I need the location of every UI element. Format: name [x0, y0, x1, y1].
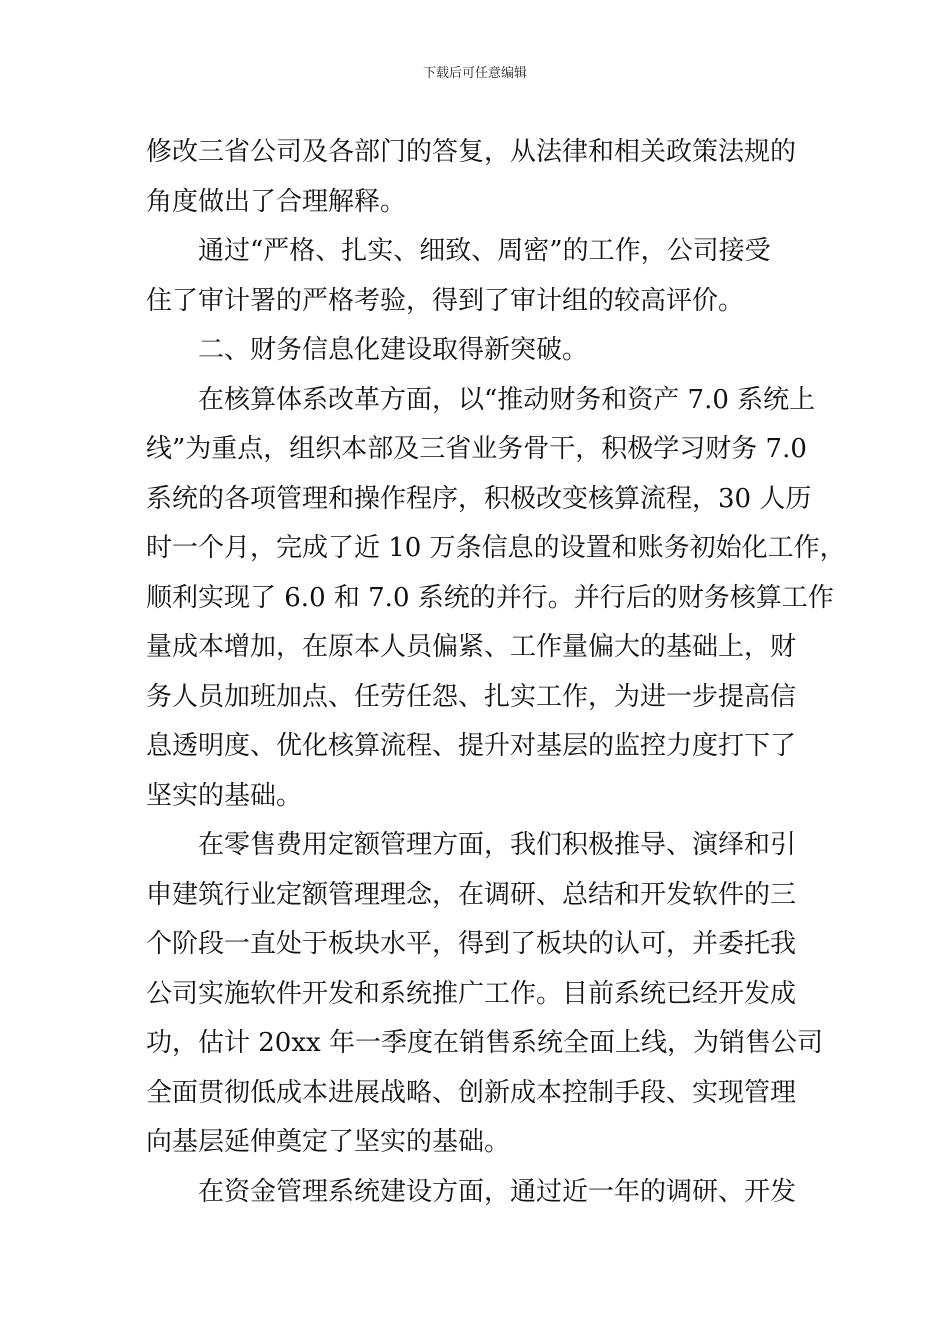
text-line: 在资金管理系统建设方面，通过近一年的调研、开发 — [198, 1176, 797, 1207]
text-line: 住了审计署的严格考验，得到了审计组的较高评价。 — [146, 285, 745, 316]
text-line: 公司实施软件开发和系统推广工作。目前系统已经开发成 — [146, 978, 797, 1009]
text-line: 息透明度、优化核算流程、提升对基层的监控力度打下了 — [146, 731, 797, 761]
section-heading: 二、财务信息化建设取得新突破。 — [198, 335, 589, 365]
page-header: 下载后可任意编辑 — [422, 66, 527, 81]
text-line: 在核算体系改革方面，以“推动财务和资产 7.0 系统上 — [198, 384, 816, 415]
text-line: 务人员加班加点、任劳任怨、扎实工作，为进一步提高信 — [146, 681, 797, 712]
text-line: 通过“严格、扎实、细致、周密”的工作，公司接受 — [198, 236, 771, 266]
text-line: 顺利实现了 6.0 和 7.0 系统的并行。并行后的财务核算工作 — [146, 582, 834, 613]
text-line: 坚实的基础。 — [146, 780, 303, 811]
text-line: 量成本增加，在原本人员偏紧、工作量偏大的基础上，财 — [146, 632, 797, 662]
text-line: 修改三省公司及各部门的答复，从法律和相关政策法规的 — [146, 137, 797, 167]
text-line: 全面贯彻低成本进展战略、创新成本控制手段、实现管理 — [146, 1077, 797, 1108]
text-line: 时一个月，完成了近 10 万条信息的设置和账务初始化工作， — [146, 533, 846, 563]
text-line: 向基层延伸奠定了坚实的基础。 — [146, 1127, 511, 1157]
text-line: 个阶段一直处于板块水平，得到了板块的认可，并委托我 — [146, 929, 797, 959]
text-line: 申建筑行业定额管理理念，在调研、总结和开发软件的三 — [146, 879, 797, 910]
text-line: 角度做出了合理解释。 — [146, 186, 407, 217]
text-line: 线”为重点，组织本部及三省业务骨干，积极学习财务 7.0 — [146, 434, 807, 464]
text-line: 在零售费用定额管理方面，我们积极推导、演绎和引 — [198, 830, 797, 860]
document-body — [146, 128, 846, 1217]
text-line: 系统的各项管理和操作程序，积极改变核算流程，30 人历 — [146, 483, 812, 514]
text-line: 功，估计 20xx 年一季度在销售系统全面上线，为销售公司 — [146, 1028, 823, 1058]
